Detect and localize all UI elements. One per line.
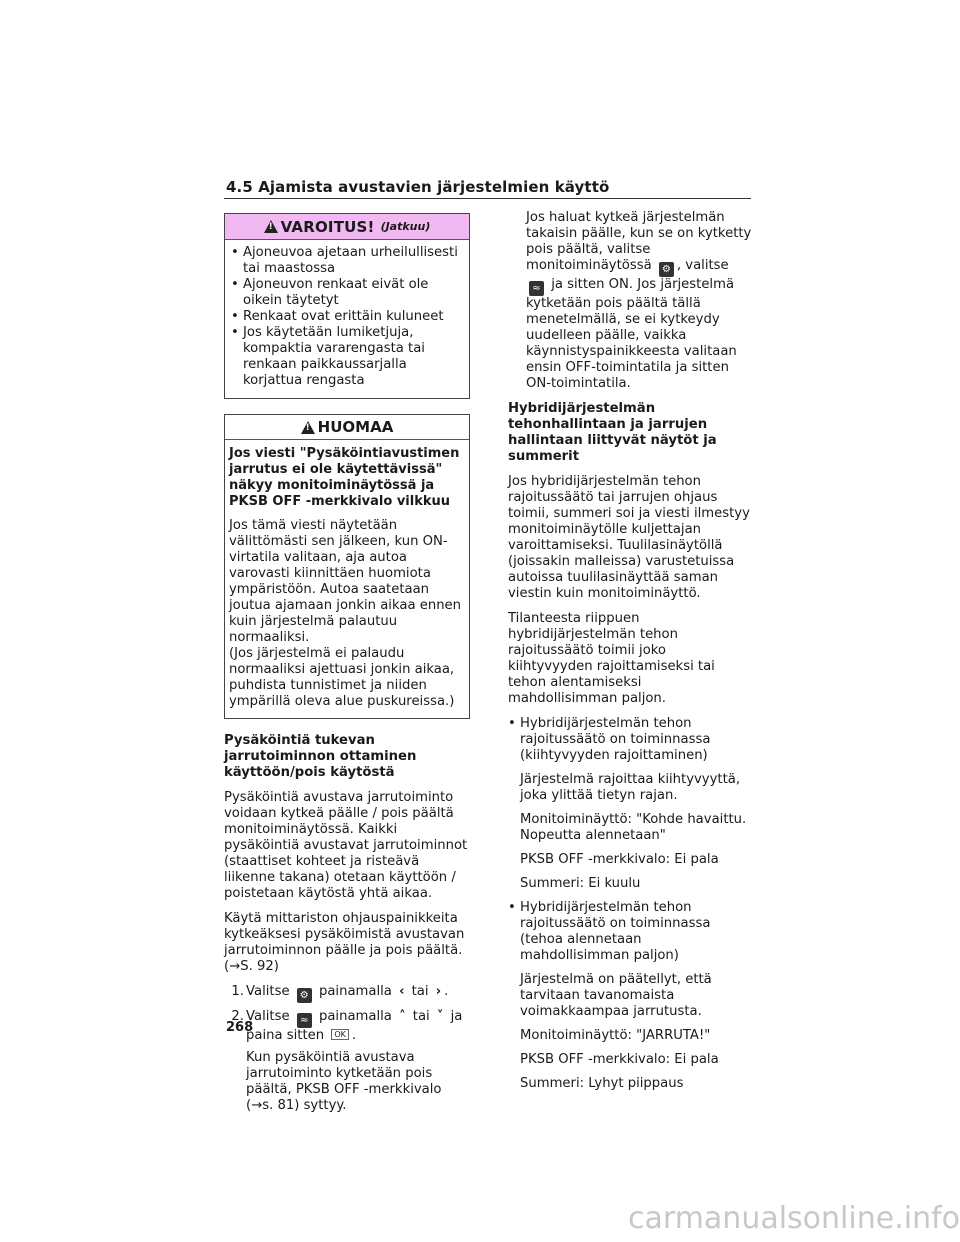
warning-continued: (Jatkuu) xyxy=(380,220,431,233)
warning-body xyxy=(225,240,469,398)
chevron-up-icon: ˄ xyxy=(399,1009,406,1024)
chevron-right-icon: › xyxy=(435,984,442,999)
note-label: HUOMAA xyxy=(317,418,394,436)
list-item: • Ajoneuvoa ajetaan urheilullisesti tai maastossa xyxy=(231,245,458,276)
list-detail: Järjestelmä on päätellyt, että tarvitaan tavanomaista voimakkaampaa jarrutusta. xyxy=(520,972,712,1019)
note-header xyxy=(225,415,469,440)
note-box xyxy=(224,414,470,719)
warning-label: VAROITUS! xyxy=(280,217,375,236)
right-column xyxy=(508,210,752,1092)
chevron-down-icon: ˅ xyxy=(436,1009,444,1024)
driving-assist-icon: ≈ xyxy=(529,281,544,296)
paragraph: Tilanteesta riippuen hybridijärjestelmän tehon rajoitussäätö toimii joko kiihtyvyyden rajoittamiseksi tai tehon alentamiseksi mahdollisimman paljon. xyxy=(508,611,715,706)
warning-box xyxy=(224,213,470,399)
watermark: carmanualsonline.info xyxy=(628,1201,960,1236)
list-item: • Jos käytetään lumiketjuja, kompaktia vararengasta tai renkaan paikkaussarjalla korjattua rengasta xyxy=(231,325,425,388)
list-item: • Ajoneuvon renkaat eivät ole oikein täytetyt xyxy=(231,277,429,308)
driving-assist-icon: ≈ xyxy=(297,1013,312,1028)
settings-icon: ⚙ xyxy=(659,262,674,277)
note-text-2: (Jos järjestelmä ei palaudu normaaliksi ajettuasi jonkin aikaa, puhdista tunnistimet ja niiden ympärillä oleva alue puskureissa.) xyxy=(229,646,455,709)
note-body xyxy=(225,440,469,718)
paragraph: Jos hybridijärjestelmän tehon rajoitussäätö tai jarrujen ohjaus toimii, summeri soi ja viesti ilmestyy monitoiminäytölle kuljettajan varoittamiseksi. Tuulilasinäytöllä (joissakin malleissa) varustetuissa autoissa tuulilasinäyttää saman viestin kuin monitoiminäyttö. xyxy=(508,474,750,601)
step-2: 2. Valitse ≈ painamalla ˄ tai ˅ ja paina sitten OK . xyxy=(231,1009,463,1043)
list-detail: PKSB OFF -merkkivalo: Ei pala xyxy=(520,1052,719,1067)
list-detail: Summeri: Lyhyt piippaus xyxy=(520,1076,684,1091)
list-detail: Järjestelmä rajoittaa kiihtyvyyttä, joka ylittää tietyn rajan. xyxy=(520,772,741,803)
settings-icon: ⚙ xyxy=(297,988,312,1003)
step-2-result: Kun pysäköintiä avustava jarrutoiminto kytketään pois päältä, PKSB OFF -merkkivalo (→s. 81) syttyy. xyxy=(246,1050,442,1113)
warning-header xyxy=(225,214,469,240)
step-1: 1. Valitse ⚙ painamalla ‹ tai › . xyxy=(231,984,449,1001)
list-item: • Hybridijärjestelmän tehon rajoitussäätö on toiminnassa (kiihtyvyyden rajoittaminen) xyxy=(508,716,711,763)
section-title: 4.5 Ajamista avustavien järjestelmien käyttö xyxy=(226,178,610,196)
paragraph: Pysäköintiä avustava jarrutoiminto voidaan kytkeä päälle / pois päältä monitoiminäytössä. Kaikki pysäköintiä avustavat jarrutoiminnot (staattiset kohteet ja risteävä liikenne takana) otetaan käyttöön / poistetaan käytöstä yhtä aikaa. xyxy=(224,790,468,901)
left-column xyxy=(224,213,470,1114)
list-item: • Renkaat ovat erittäin kuluneet xyxy=(231,309,444,324)
list-item: • Hybridijärjestelmän tehon rajoitussäätö on toiminnassa (tehoa alennetaan mahdollisimman paljon) xyxy=(508,900,711,963)
note-text: Jos tämä viesti näytetään välittömästi sen jälkeen, kun ON-virtatila valitaan, aja autoa varovasti kiinnittäen huomiota ympäristöön. Autoa saatetaan joutua ajamaan jonkin aikaa ennen kuin järjestelmä palautuu normaaliksi. xyxy=(229,518,462,645)
section-heading: Hybridijärjestelmän tehonhallintaan ja jarrujen hallintaan liittyvät näytöt ja summerit xyxy=(508,401,717,464)
page-number: 268 xyxy=(226,1020,254,1035)
notice-icon xyxy=(301,421,315,434)
header-divider xyxy=(224,198,751,199)
warning-icon xyxy=(264,220,278,233)
list-detail: Summeri: Ei kuulu xyxy=(520,876,641,891)
list-detail: PKSB OFF -merkkivalo: Ei pala xyxy=(520,852,719,867)
paragraph: Käytä mittariston ohjauspainikkeita kytkeäksesi pysäköimistä avustavan jarrutoiminnon päälle ja pois päältä. (→S. 92) xyxy=(224,911,465,974)
ok-button-icon: OK xyxy=(331,1029,349,1040)
chevron-left-icon: ‹ xyxy=(399,984,405,999)
note-heading: Jos viesti "Pysäköintiavustimen jarrutus ei ole käytettävissä" näkyy monitoiminäytössä ja PKSB OFF -merkkivalo vilkkuu xyxy=(229,446,460,509)
list-detail: Monitoiminäyttö: "JARRUTA!" xyxy=(520,1028,711,1043)
intro-paragraph: Jos haluat kytkeä järjestelmän takaisin päälle, kun se on kytketty pois päältä, valitse monitoiminäytössä ⚙ , valitse ≈ ja sitten ON. Jos järjestelmä kytketään pois päältä tällä menetelmällä, se ei kytkeydy uudelleen päälle, vaikka käynnistyspainikkeesta valitaan ensin OFF-toimintatila ja sitten ON-toimintatila. xyxy=(526,210,752,391)
section-heading: Pysäköintiä tukevan jarrutoiminnon ottaminen käyttöön/pois käytöstä xyxy=(224,733,417,780)
list-detail: Monitoiminäyttö: "Kohde havaittu. Nopeutta alennetaan" xyxy=(520,812,747,843)
